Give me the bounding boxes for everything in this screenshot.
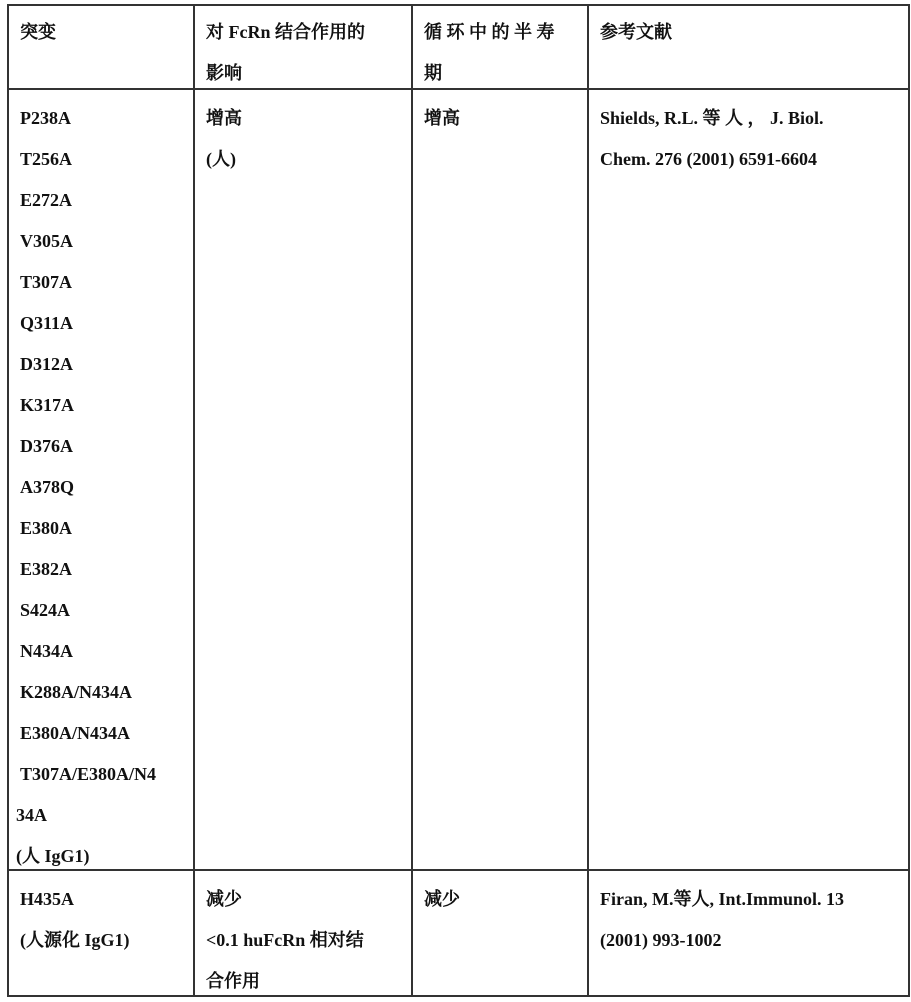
header-fcrn-effect bbox=[194, 5, 412, 89]
cell-line: (人) bbox=[206, 139, 411, 180]
cell-line: 合作用 bbox=[206, 961, 411, 1002]
header-half-life bbox=[412, 5, 588, 89]
cell-reference bbox=[588, 89, 909, 870]
cell-line: <0.1 huFcRn 相对结 bbox=[206, 920, 411, 961]
cell-line: Chem. 276 (2001) 6591-6604 bbox=[600, 139, 908, 180]
cell-line: N434A bbox=[20, 631, 193, 672]
header-reference bbox=[588, 5, 909, 89]
cell-line: T256A bbox=[20, 139, 193, 180]
cell-line: Firan, M.等人, Int.Immunol. 13 bbox=[600, 879, 908, 920]
cell-half-life bbox=[412, 870, 588, 996]
cell-line: 34A bbox=[16, 795, 193, 836]
cell-line: D312A bbox=[20, 344, 193, 385]
cell-fcrn-effect bbox=[194, 870, 412, 996]
table-row bbox=[8, 870, 909, 996]
cell-line: E380A bbox=[20, 508, 193, 549]
cell-line: 对 FcRn 结合作用的 bbox=[206, 12, 411, 53]
cell-line: 影响 bbox=[206, 53, 411, 94]
cell-line: (人 IgG1) bbox=[16, 836, 193, 877]
cell-line: K317A bbox=[20, 385, 193, 426]
cell-line: 突变 bbox=[20, 12, 193, 53]
cell-line: 参考文献 bbox=[600, 12, 908, 53]
cell-line: (2001) 993-1002 bbox=[600, 920, 908, 961]
cell-line: Shields, R.L. 等 人 ， J. Biol. bbox=[600, 98, 908, 139]
cell-line: T307A/E380A/N4 bbox=[20, 754, 193, 795]
cell-line: E380A/N434A bbox=[20, 713, 193, 754]
mutation-table bbox=[7, 4, 910, 997]
header-row bbox=[8, 5, 909, 89]
cell-line: Q311A bbox=[20, 303, 193, 344]
cell-line: 增高 bbox=[424, 98, 587, 139]
cell-line: P238A bbox=[20, 98, 193, 139]
cell-line: 减少 bbox=[424, 879, 587, 920]
table-row bbox=[8, 89, 909, 870]
cell-fcrn-effect bbox=[194, 89, 412, 870]
header-mutation bbox=[8, 5, 194, 89]
cell-line: S424A bbox=[20, 590, 193, 631]
cell-line: E382A bbox=[20, 549, 193, 590]
cell-line: 循 环 中 的 半 寿 bbox=[424, 12, 587, 53]
cell-line: V305A bbox=[20, 221, 193, 262]
cell-mutation bbox=[8, 870, 194, 996]
cell-line: T307A bbox=[20, 262, 193, 303]
cell-line: (人源化 IgG1) bbox=[20, 920, 193, 961]
cell-line: 期 bbox=[424, 53, 587, 94]
cell-line: 增高 bbox=[206, 98, 411, 139]
cell-line: A378Q bbox=[20, 467, 193, 508]
cell-half-life bbox=[412, 89, 588, 870]
cell-line: E272A bbox=[20, 180, 193, 221]
cell-line: D376A bbox=[20, 426, 193, 467]
cell-reference bbox=[588, 870, 909, 996]
cell-mutation bbox=[8, 89, 194, 870]
cell-line: K288A/N434A bbox=[20, 672, 193, 713]
cell-line: 减少 bbox=[206, 879, 411, 920]
cell-line: H435A bbox=[20, 879, 193, 920]
